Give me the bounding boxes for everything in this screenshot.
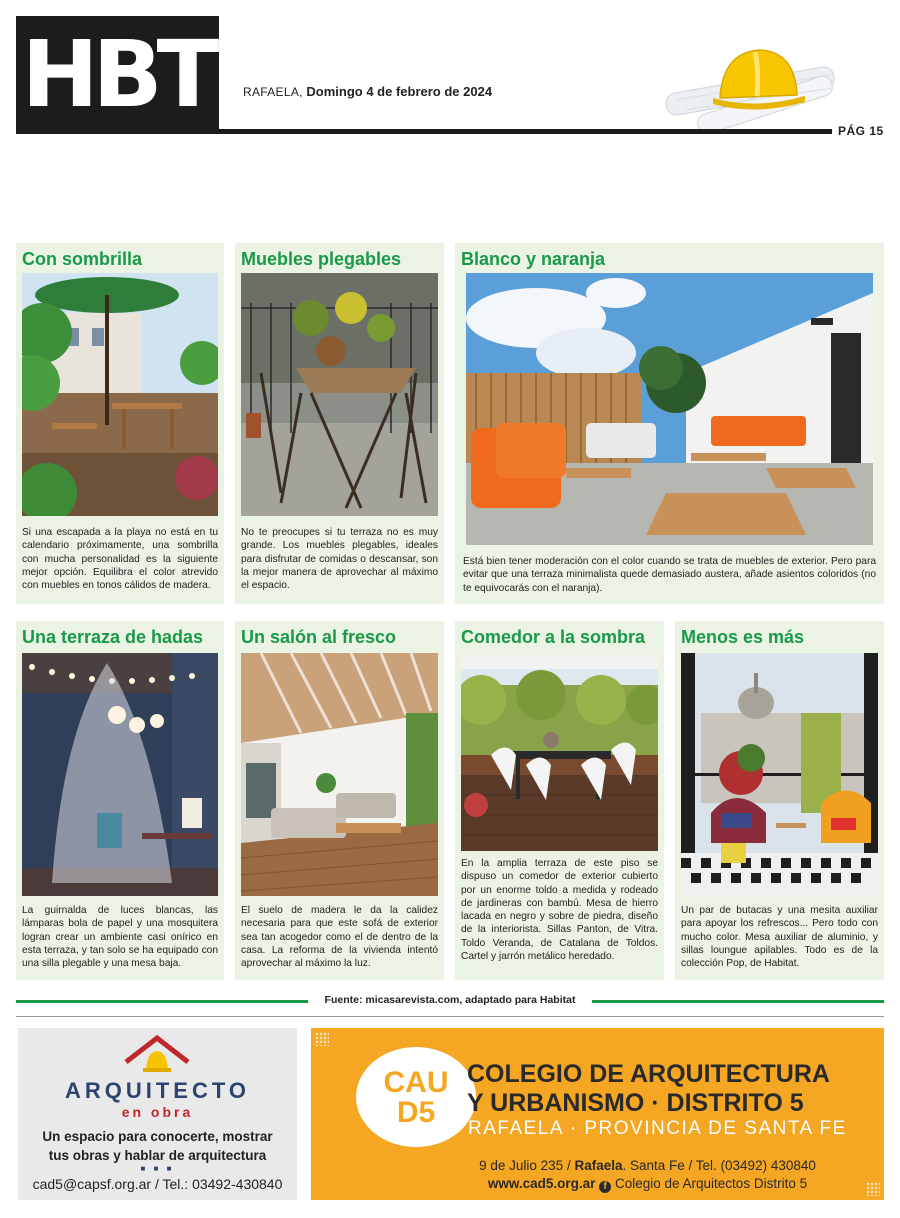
card-text: Está bien tener moderación con el color cuando se trata de muebles de exterior. Pero para evitar que una terraza minimalista quede demasiado austera, añade asientos coloridos (no te equivocarás con el naranja). <box>463 556 876 594</box>
card-text: Si una escapada a la playa no está en tu calendario próximamente, una sombrilla con mucha personalidad es la siguiente mejor opción. Equilibra el color atrevido con muebles en tonos cálidos de madera. <box>22 527 218 592</box>
header-rule <box>219 129 832 134</box>
orange-white-terrace-photo <box>466 273 873 545</box>
ad-left-contact: cad5@capsf.org.ar / Tel.: 03492-430840 <box>32 1176 283 1192</box>
ad-colegio-arquitectura <box>311 1028 884 1200</box>
card-terraza-de-hadas <box>16 621 224 980</box>
card-salon-al-fresco <box>235 621 444 980</box>
card-text: En la amplia terraza de este piso se dispuso un comedor de exterior cubierto por un enorme toldo a medida y rodeado de jardineras con bambú. Mesa de hierro lacada en negro y sobre de piedra, diseño de la interiorista. Sillas Panton, de Vitra. Toldo Veranda, de Catalana de Toldos. Cartel y jarrón metálico heredado. <box>461 858 658 963</box>
fairy-terrace-photo <box>22 653 218 896</box>
page-number: PÁG 15 <box>838 124 884 138</box>
website-link[interactable]: www.cad5.org.ar <box>487 1176 596 1191</box>
cau-logo-text <box>356 1068 476 1128</box>
cau-logo-line-1: CAU <box>383 1066 449 1099</box>
card-blanco-y-naranja <box>455 243 884 604</box>
card-text: Un par de butacas y una mesita auxiliar para apoyar los refrescos... Pero todo con mucho color. Mesa auxiliar de aluminio, y sillas loungue apilables. Todo es de la colección Pop, de Habitat. <box>681 905 878 970</box>
house-roof-helmet-icon <box>122 1034 192 1074</box>
facebook-icon: f <box>599 1181 611 1193</box>
card-text: No te preocupes si tu terraza no es muy grande. Los muebles plegables, ideales para disfrutar de comidas o descansar, son la mejor manera de aprovechar al máximo el espacio. <box>241 527 438 592</box>
card-menos-es-mas <box>675 621 884 980</box>
ad-right-title-line-2: Y URBANISMO · DISTRITO 5 <box>467 1089 804 1117</box>
source-rule-right <box>592 1000 884 1003</box>
card-title: Comedor a la sombra <box>461 627 646 647</box>
address-city: Rafaela <box>574 1158 623 1173</box>
folding-furniture-photo <box>241 273 438 516</box>
cau-logo-line-2: D5 <box>396 1096 436 1129</box>
hbt-logo: HBT <box>16 16 219 134</box>
footer-rule <box>16 1016 884 1017</box>
dateline <box>243 84 492 99</box>
facebook-page: Colegio de Arquitectos Distrito 5 <box>614 1176 808 1191</box>
card-comedor-a-la-sombra <box>455 621 664 980</box>
outdoor-lounge-photo <box>241 653 438 896</box>
source-credit: Fuente: micasarevista.com, adaptado para Habitat <box>324 994 576 1006</box>
ad-left-tagline-line-2: tus obras y hablar de arquitectura <box>48 1148 267 1163</box>
address-street: 9 de Julio 235 / <box>479 1158 575 1173</box>
shaded-dining-photo <box>461 655 658 851</box>
address-rest: . Santa Fe / Tel. (03492) 430840 <box>622 1158 816 1173</box>
ad-left-subtitle: en obra <box>121 1104 194 1120</box>
card-title: Un salón al fresco <box>241 627 397 647</box>
ad-left-tagline-line-1: Un espacio para conocerte, mostrar <box>42 1129 273 1144</box>
ad-right-title <box>467 1060 830 1118</box>
hard-hat-blueprint-icon <box>655 40 840 130</box>
ad-right-title-line-1: COLEGIO DE ARQUITECTURA <box>467 1060 830 1088</box>
ad-left-title: ARQUITECTO <box>64 1078 251 1103</box>
card-title: Menos es más <box>681 627 805 647</box>
source-rule-left <box>16 1000 308 1003</box>
ad-right-subtitle: RAFAELA · PROVINCIA DE SANTA FE <box>468 1118 847 1139</box>
card-con-sombrilla <box>16 243 224 604</box>
card-title: Una terraza de hadas <box>22 627 204 647</box>
dateline-date: Domingo 4 de febrero de 2024 <box>306 84 493 99</box>
card-title: Muebles plegables <box>241 249 402 269</box>
ad-right-web <box>311 1176 884 1193</box>
card-text: La guirnalda de luces blancas, las lámparas bola de papel y una mosquitera logran crear un ambiente casi onírico en esta terraza, y tan solo se ha equipado con una silla plegable y una mesa baja. <box>22 905 218 970</box>
dot-pattern <box>315 1032 329 1046</box>
dateline-city: RAFAELA, <box>243 85 303 99</box>
ad-arquitecto-en-obra <box>18 1028 297 1200</box>
ad-right-address <box>311 1158 884 1173</box>
card-muebles-plegables <box>235 243 444 604</box>
ad-left-dots: ■ ■ ■ <box>140 1164 175 1173</box>
card-text: El suelo de madera le da la calidez necesaria para que este sofá de exterior sea tan acogedor como el de dentro de la casa. La reforma de la vivienda intentó aprovechar al máximo la luz. <box>241 905 438 970</box>
card-title: Blanco y naranja <box>461 249 606 269</box>
colorful-balcony-photo <box>681 653 878 896</box>
terrace-umbrella-photo <box>22 273 218 516</box>
ad-left-tagline <box>18 1127 297 1165</box>
card-title: Con sombrilla <box>22 249 143 269</box>
